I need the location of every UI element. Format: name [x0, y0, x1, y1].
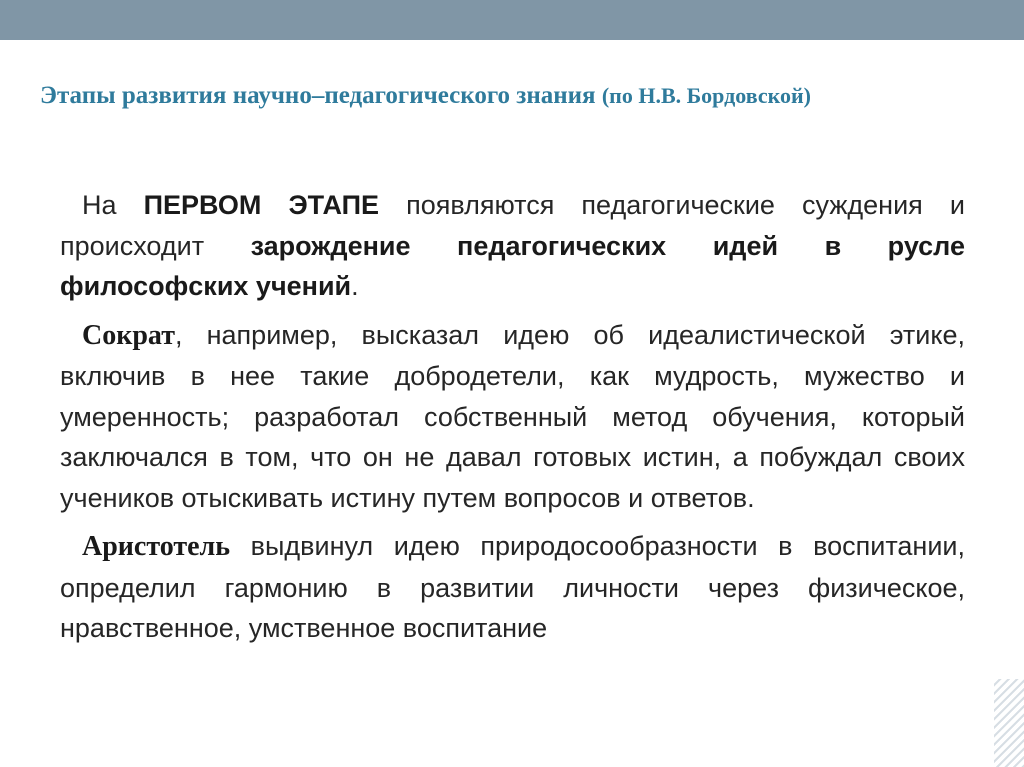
text-run-bold: зарождение педагогических идей в русле философских учений — [60, 230, 965, 301]
text-run: , например, высказал идею об идеалистической этике, включив в нее такие добродетели, как мудрость, мужество и умеренность; разработал собственный метод обучения, который заключался в том, что он не давал готовых истин, а побуждал своих учеников отыскивать истину путем вопросов и ответов. — [60, 319, 965, 513]
slide-body — [60, 185, 965, 657]
text-run-bold: Аристотель — [82, 531, 231, 562]
text-run: появляются педагогические суждения и происходит — [60, 190, 965, 261]
paragraph-first-stage — [60, 185, 965, 307]
slide-title-source: (по Н.В. Бордовской) — [601, 83, 812, 108]
top-bar — [0, 0, 1024, 40]
slide-title — [40, 80, 1000, 112]
text-run-bold: ПЕРВОМ ЭТАПЕ — [143, 190, 380, 220]
paragraph-socrates — [60, 315, 965, 519]
text-run-bold: Сократ — [82, 319, 175, 351]
text-run: На — [82, 190, 144, 220]
paragraph-aristotle — [60, 526, 965, 649]
text-run: . — [351, 271, 359, 301]
decorative-stripes — [994, 679, 1024, 767]
slide-title-main: Этапы развития научно–педагогического знания — [40, 82, 596, 109]
text-run: выдвинул идею природосообразности в воспитании, определил гармонию в развитии личности через физическое, нравственное, умственное воспитание — [60, 531, 965, 643]
